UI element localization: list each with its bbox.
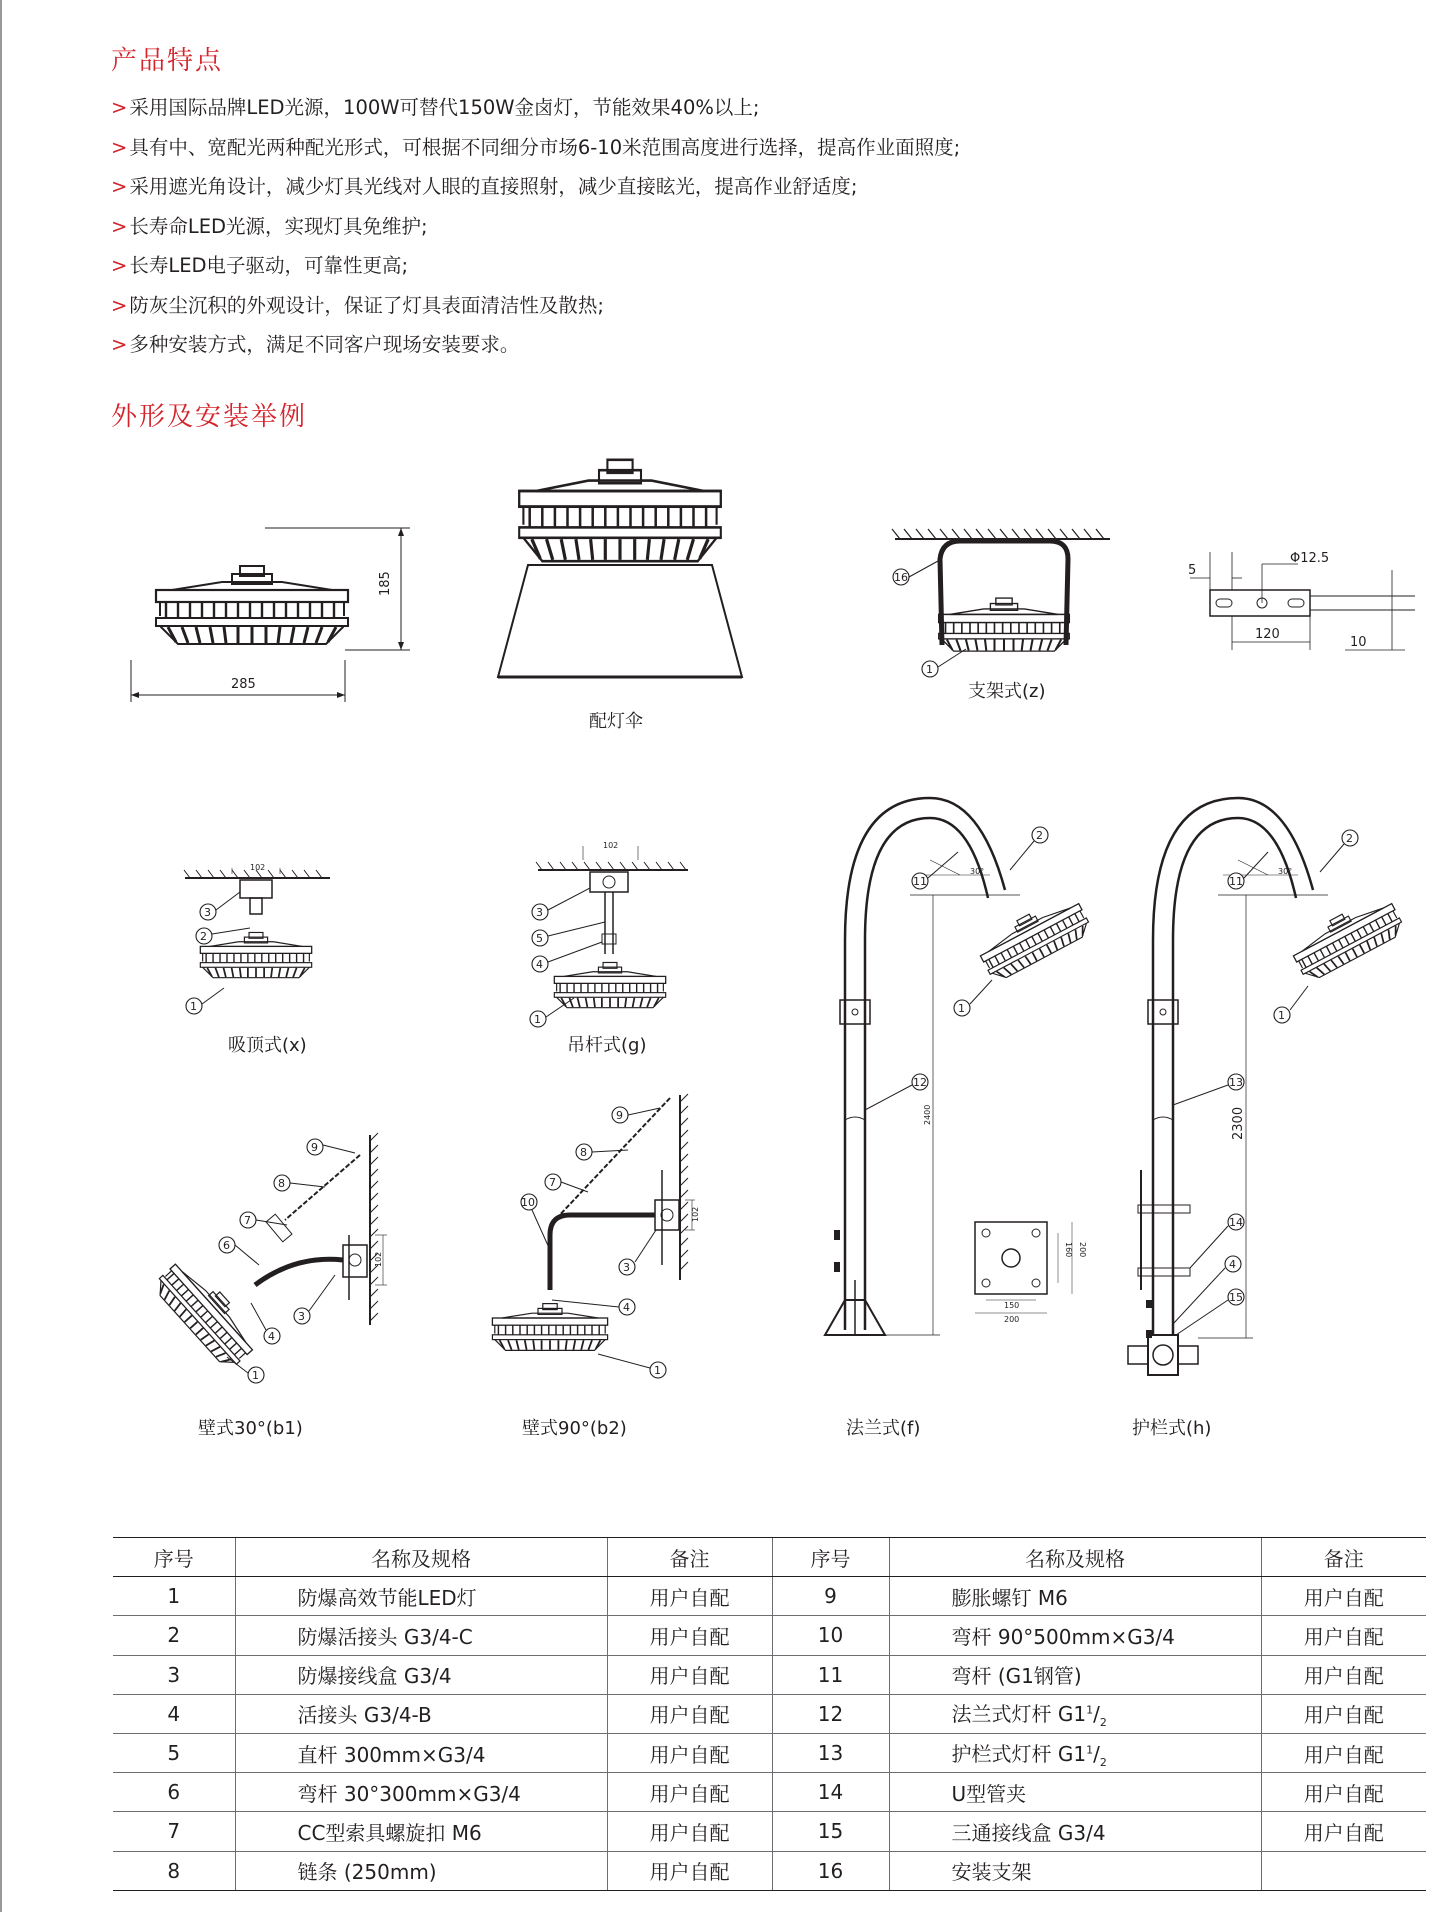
bracket-dimension-figure <box>1180 550 1420 660</box>
cell-name: 三通接线盒 G3/4 <box>889 1812 1261 1851</box>
col-header-no: 序号 <box>113 1538 235 1577</box>
caption-guard: 护栏式(h) <box>1132 1418 1212 1439</box>
feature-marker: > <box>111 96 128 119</box>
caption-bracket: 支架式(z) <box>968 681 1046 702</box>
feature-marker: > <box>111 135 128 159</box>
cell-name: 弯杆 30°300mm×G3/4 <box>235 1773 607 1812</box>
lamp-shape <box>151 1255 263 1372</box>
flange-plate-figure <box>970 1210 1100 1330</box>
svg-text:6: 6 <box>223 1239 230 1252</box>
table-row <box>113 1655 1426 1694</box>
install-title: 外形及安装举例 <box>111 402 308 432</box>
cell-no: 2 <box>113 1616 235 1655</box>
cell-note: 用户自配 <box>607 1577 772 1616</box>
feature-marker: > <box>111 254 128 277</box>
feature-marker: > <box>111 293 128 317</box>
cell-no: 5 <box>113 1733 235 1772</box>
cell-note: 用户自配 <box>607 1616 772 1655</box>
ceiling-figure <box>180 860 340 1020</box>
svg-text:1: 1 <box>252 1369 259 1382</box>
cell-name: 护栏式灯杆 $G1^1/_2$ <box>889 1733 1261 1772</box>
svg-text:3: 3 <box>298 1310 305 1323</box>
cell-name: 防爆高效节能LED灯 <box>235 1577 607 1616</box>
svg-text:9: 9 <box>311 1141 318 1154</box>
caption-flange: 法兰式(f) <box>846 1418 921 1439</box>
svg-text:2: 2 <box>200 930 207 943</box>
cell-name: 防爆活接头 G3/4-C <box>235 1616 607 1655</box>
svg-text:3: 3 <box>204 906 211 919</box>
wall30-figure <box>135 1125 395 1395</box>
wall90-clamp-dim: 102 <box>691 1206 700 1222</box>
span-dim: 120 <box>1255 627 1280 642</box>
pendant-figure <box>528 838 698 1028</box>
flange-height-dim: 2400 <box>923 1104 932 1125</box>
svg-text:11: 11 <box>1229 875 1243 888</box>
cell-name: 弯杆 (G1钢管) <box>889 1655 1261 1694</box>
svg-text:12: 12 <box>913 1076 927 1089</box>
cell-no: 11 <box>772 1655 889 1694</box>
svg-text:8: 8 <box>278 1177 285 1190</box>
wall30-clamp-dim: 102 <box>374 1251 383 1267</box>
shade-figure <box>490 445 750 685</box>
col-header-name: 名称及规格 <box>889 1538 1261 1577</box>
cell-no: 13 <box>772 1733 889 1772</box>
caption-wall30: 壁式30°(b1) <box>198 1418 303 1439</box>
plate-dim-c: 160 <box>1064 1242 1073 1258</box>
svg-text:3: 3 <box>536 906 543 919</box>
caption-wall90: 壁式90°(b2) <box>522 1418 627 1439</box>
plate-dim-b: 200 <box>1004 1315 1020 1324</box>
col-header-note: 备注 <box>1261 1538 1426 1577</box>
parts-table <box>113 1537 1426 1891</box>
features-title: 产品特点 <box>111 46 224 76</box>
svg-text:3: 3 <box>623 1261 630 1274</box>
feature-text: 长寿命LED光源，实现灯具免维护; <box>129 214 428 238</box>
bracket-figure <box>890 525 1120 675</box>
svg-text:14: 14 <box>1229 1216 1243 1229</box>
plate-dim-a: 150 <box>1004 1301 1020 1310</box>
feature-text: 具有中、宽配光两种配光形式，可根据不同细分市场6-10米范围高度进行选择，提高作业面照度; <box>129 135 961 159</box>
cell-no: 6 <box>113 1773 235 1812</box>
feature-item <box>111 88 960 128</box>
cell-note: 用户自配 <box>1261 1655 1426 1694</box>
cell-note <box>1261 1851 1426 1890</box>
edge-dim: 5 <box>1188 563 1197 578</box>
svg-text:7: 7 <box>549 1176 556 1189</box>
lamp-shape <box>200 932 311 977</box>
svg-text:2: 2 <box>1036 829 1043 842</box>
feature-text: 长寿LED电子驱动，可靠性更高; <box>129 254 409 277</box>
lamp-shape <box>1287 891 1407 983</box>
lamp-shape <box>554 962 665 1007</box>
flange-angle: 30° <box>970 867 985 876</box>
svg-text:1: 1 <box>654 1364 661 1377</box>
svg-text:1: 1 <box>1278 1009 1285 1022</box>
feature-item <box>111 246 960 286</box>
svg-text:4: 4 <box>268 1330 275 1343</box>
cell-name: 安装支架 <box>889 1851 1261 1890</box>
cell-note: 用户自配 <box>1261 1733 1426 1772</box>
cell-name: CC型索具螺旋扣 M6 <box>235 1812 607 1851</box>
fraction-num: 1 <box>1086 1742 1094 1756</box>
table-row <box>113 1616 1426 1655</box>
table-row <box>113 1812 1426 1851</box>
feature-item <box>111 207 960 247</box>
lamp-shape <box>939 598 1070 651</box>
feature-marker: > <box>111 333 128 356</box>
feature-item <box>111 286 960 326</box>
guard-angle: 30° <box>1278 867 1293 876</box>
feature-text: 多种安装方式，满足不同客户现场安装要求。 <box>129 333 520 356</box>
svg-text:15: 15 <box>1229 1291 1243 1304</box>
svg-text:5: 5 <box>536 932 543 945</box>
caption-ceiling: 吸顶式(x) <box>228 1035 307 1056</box>
lamp-shape <box>519 460 721 561</box>
lamp-shape <box>156 566 348 644</box>
cell-no: 4 <box>113 1694 235 1733</box>
caption-pendant: 吊杆式(g) <box>567 1035 647 1056</box>
col-header-name: 名称及规格 <box>235 1538 607 1577</box>
svg-text:1: 1 <box>534 1013 541 1026</box>
cell-no: 16 <box>772 1851 889 1890</box>
table-row <box>113 1694 1426 1733</box>
svg-text:4: 4 <box>1229 1258 1236 1271</box>
svg-text:10: 10 <box>521 1196 535 1209</box>
cell-note: 用户自配 <box>607 1733 772 1772</box>
svg-text:4: 4 <box>623 1301 630 1314</box>
cell-name: U型管夹 <box>889 1773 1261 1812</box>
cell-note: 用户自配 <box>1261 1616 1426 1655</box>
cell-no: 12 <box>772 1694 889 1733</box>
svg-text:4: 4 <box>536 958 543 971</box>
table-row <box>113 1577 1426 1616</box>
cell-no: 10 <box>772 1616 889 1655</box>
svg-text:1: 1 <box>190 1000 197 1013</box>
cell-note: 用户自配 <box>607 1851 772 1890</box>
cell-no: 3 <box>113 1655 235 1694</box>
svg-text:2: 2 <box>1346 832 1353 845</box>
wall90-figure <box>490 1090 720 1390</box>
cell-note: 用户自配 <box>607 1655 772 1694</box>
svg-text:11: 11 <box>913 875 927 888</box>
feature-text: 防灰尘沉积的外观设计，保证了灯具表面清洁性及散热; <box>129 293 604 317</box>
cell-name: 法兰式灯杆 $G1^1/_2$ <box>889 1694 1261 1733</box>
guard-figure <box>1118 790 1418 1390</box>
feature-item <box>111 325 960 365</box>
cell-name-text: 法兰式灯杆 G1 <box>951 1702 1087 1727</box>
cell-name: 链条 (250mm) <box>235 1851 607 1890</box>
svg-text:16: 16 <box>894 571 908 584</box>
cell-no: 15 <box>772 1812 889 1851</box>
table-row <box>113 1733 1426 1772</box>
cell-name: 直杆 300mm×G3/4 <box>235 1733 607 1772</box>
feature-item <box>111 128 960 168</box>
cell-note: 用户自配 <box>607 1694 772 1733</box>
cell-no: 7 <box>113 1812 235 1851</box>
fraction-num: 1 <box>1086 1703 1094 1717</box>
plate-dim-d: 200 <box>1078 1242 1087 1258</box>
thick-dim: 10 <box>1350 635 1367 650</box>
table-row <box>113 1851 1426 1890</box>
col-header-note: 备注 <box>607 1538 772 1577</box>
table-row <box>113 1773 1426 1812</box>
cell-no: 1 <box>113 1577 235 1616</box>
cell-note: 用户自配 <box>607 1773 772 1812</box>
width-dim: 285 <box>231 677 256 692</box>
cell-name: 活接头 G3/4-B <box>235 1694 607 1733</box>
svg-text:1: 1 <box>926 663 933 676</box>
feature-text: 采用国际品牌LED光源，100W可替代150W金卤灯，节能效果40%以上; <box>129 96 760 119</box>
cell-no: 8 <box>113 1851 235 1890</box>
caption-shade: 配灯伞 <box>589 711 643 732</box>
fraction-den: 2 <box>1099 1755 1107 1769</box>
cell-name: 防爆接线盒 G3/4 <box>235 1655 607 1694</box>
ceiling-clamp-dim: 102 <box>250 863 266 872</box>
feature-item <box>111 167 960 207</box>
col-header-no: 序号 <box>772 1538 889 1577</box>
pendant-clamp-dim: 102 <box>603 841 619 850</box>
svg-text:1: 1 <box>958 1002 965 1015</box>
feature-text: 采用遮光角设计，减少灯具光线对人眼的直接照射，减少直接眩光，提高作业舒适度; <box>129 175 858 198</box>
feature-marker: > <box>111 214 128 238</box>
guard-height-dim: 2300 <box>1231 1106 1246 1140</box>
svg-text:7: 7 <box>244 1214 251 1227</box>
features-list <box>111 88 960 365</box>
cell-note: 用户自配 <box>1261 1812 1426 1851</box>
svg-text:8: 8 <box>580 1146 587 1159</box>
cell-no: 14 <box>772 1773 889 1812</box>
cell-note: 用户自配 <box>1261 1577 1426 1616</box>
cell-name: 膨胀螺钉 M6 <box>889 1577 1261 1616</box>
lamp-shape <box>492 1304 607 1351</box>
hole-dim: Φ12.5 <box>1290 551 1330 566</box>
table-header-row <box>113 1538 1426 1577</box>
cell-note: 用户自配 <box>1261 1694 1426 1733</box>
cell-note: 用户自配 <box>1261 1773 1426 1812</box>
cell-name-text: 护栏式灯杆 G1 <box>951 1741 1087 1766</box>
main-lamp-figure <box>125 520 425 700</box>
lamp-shape <box>974 891 1094 983</box>
fraction-den: 2 <box>1099 1716 1107 1730</box>
cell-name: 弯杆 90°500mm×G3/4 <box>889 1616 1261 1655</box>
height-dim: 185 <box>378 571 393 596</box>
cell-no: 9 <box>772 1577 889 1616</box>
cell-note: 用户自配 <box>607 1812 772 1851</box>
svg-text:9: 9 <box>616 1109 623 1122</box>
svg-text:13: 13 <box>1229 1076 1243 1089</box>
feature-marker: > <box>111 175 128 198</box>
